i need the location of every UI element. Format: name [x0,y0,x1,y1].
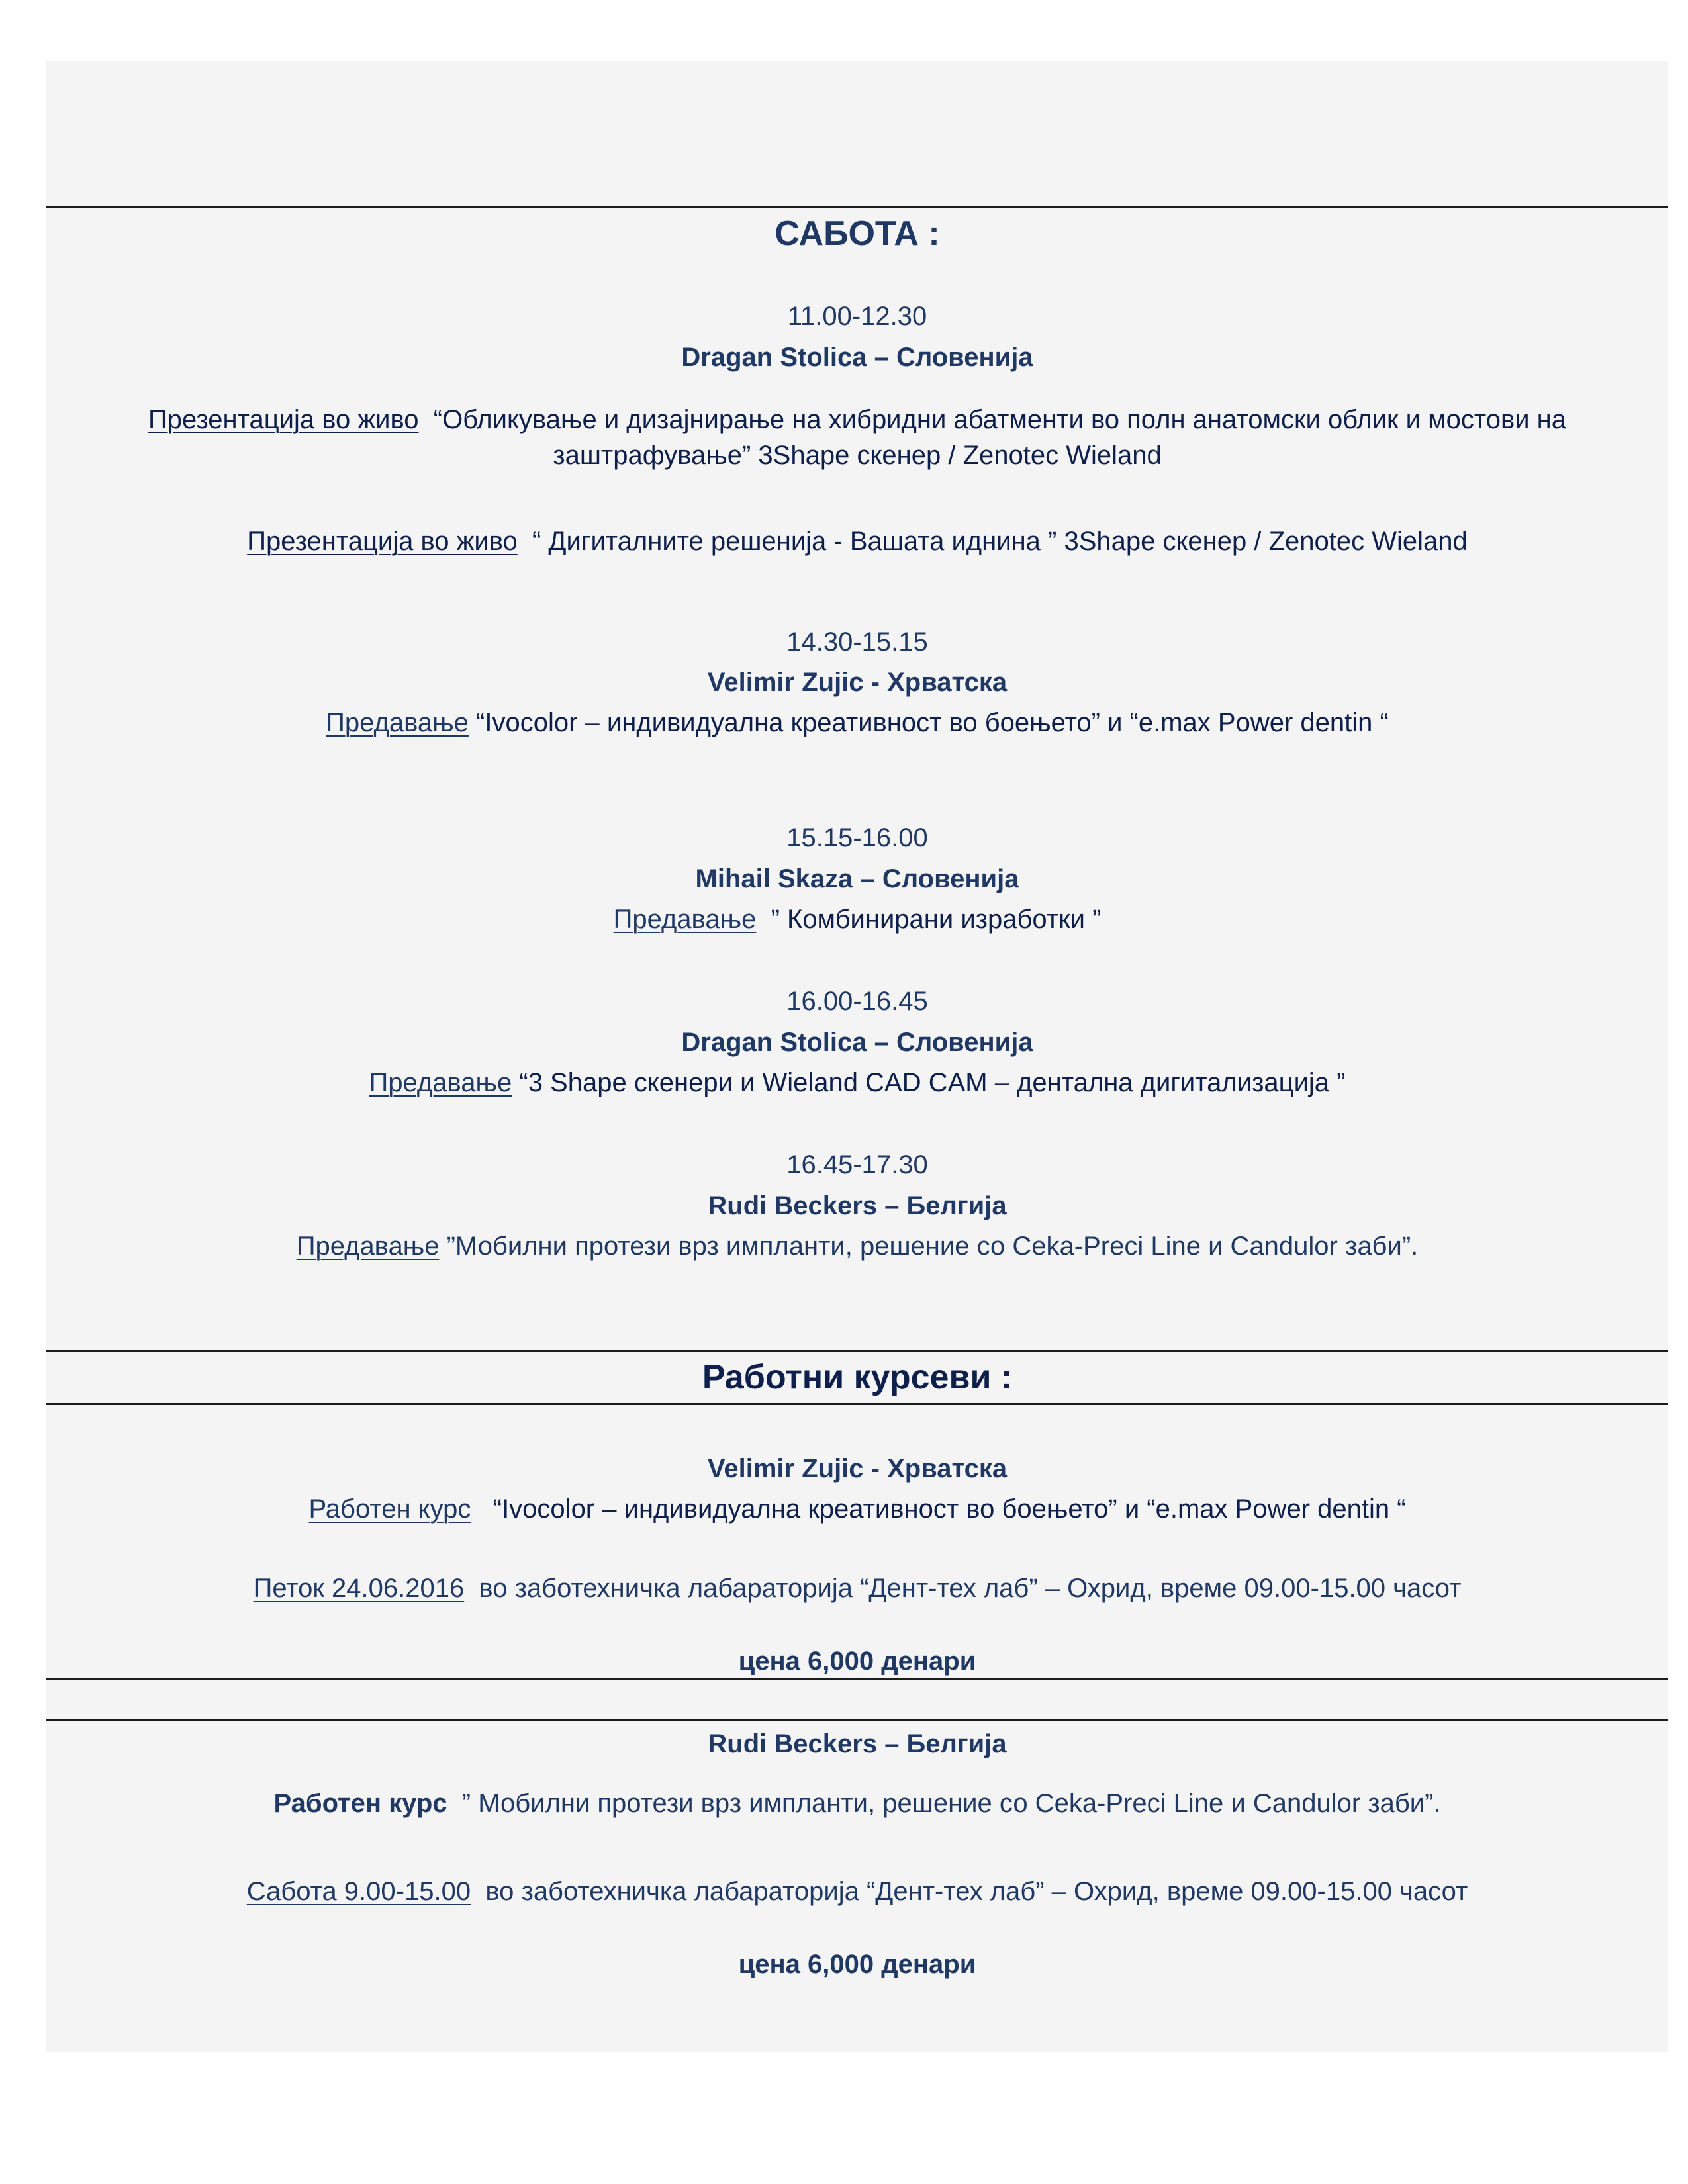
slot5-label: Предавање [296,1232,440,1261]
slot3-time: 15.15-16.00 [786,823,928,852]
slot5-text: ”Мобилни протези врз импланти, решение со Ceka-Preci Line и Candulor заби”. [446,1232,1419,1261]
slot1-item1 [46,401,1668,438]
slot5-lecture [46,1228,1668,1265]
slot3-lecture [46,901,1668,938]
section-divider [46,1403,1668,1405]
slot4-speaker: Dragan Stolica – Словенија [681,1028,1033,1057]
slot1-item2-text: “ Дигиталните решенија - Вашата иднина ” 3Shape скенер / Zenotec Wieland [532,527,1468,556]
course2-location: во заботехничка лабараторија “Дент-тех лаб” – Охрид, време 09.00-15.00 часот [485,1877,1468,1906]
slot2-speaker: Velimir Zujic - Хрватска [707,668,1008,697]
section-divider [46,206,1668,208]
slot1-item1-label: Презентација во живо [148,405,419,434]
slot4-label: Предавање [369,1068,512,1097]
slot1-item1-line2: заштрафување” 3Shape скенер / Zenotec Wieland [553,441,1162,470]
slot5-time: 16.45-17.30 [786,1150,928,1179]
course2-title [46,1785,1668,1822]
slot1-time: 11.00-12.30 [787,302,927,331]
slot3-text: ” Комбинирани изработки ” [771,905,1102,934]
course1-price: цена 6,000 денари [738,1647,976,1676]
slot2-time: 14.30-15.15 [786,627,928,657]
slot4-text: “3 Shape скенери и Wieland CAD CAM – дентална дигитализација ” [519,1068,1346,1097]
saturday-heading: САБОТА : [774,214,940,253]
slot1-item1-text-line1: “Обликување и дизајнирање на хибридни абатменти во полн анатомски облик и мостови на [433,405,1566,434]
course1-title [46,1490,1668,1527]
course2-label: Работен курс [273,1789,447,1818]
course2-date: Сабота 9.00-15.00 [246,1877,471,1906]
course1-speaker: Velimir Zujic - Хрватска [707,1454,1008,1483]
slot4-time: 16.00-16.45 [786,987,928,1016]
slot4-lecture [46,1064,1668,1101]
slot1-speaker: Dragan Stolica – Словенија [681,343,1033,372]
slot3-label: Предавање [613,905,757,934]
slot1-item2 [46,523,1668,560]
section-divider [46,1719,1668,1721]
slot2-text: “Ivocolor – индивидуална креативност во боењето” и “e.max Power dentin “ [476,708,1389,737]
course2-speaker: Rudi Beckers – Белгија [708,1729,1007,1758]
section-divider [46,1350,1668,1352]
section-divider [46,1678,1668,1680]
slot2-label: Предавање [326,708,469,737]
course2-text: ” Мобилни протези врз импланти, решение со Ceka-Preci Line и Candulor заби”. [461,1789,1441,1818]
course1-text: “Ivocolor – индивидуална креативност во боењето” и “e.max Power dentin “ [492,1494,1406,1524]
course2-price: цена 6,000 денари [738,1950,976,1979]
courses-heading: Работни курсеви : [702,1358,1013,1396]
course2-schedule [46,1873,1668,1910]
slot1-item2-label: Презентација во живо [247,527,518,556]
course1-label: Работен курс [308,1494,471,1524]
slot5-speaker: Rudi Beckers – Белгија [708,1191,1007,1220]
course1-date: Петок 24.06.2016 [253,1574,465,1603]
course1-schedule [46,1570,1668,1607]
slot3-speaker: Mihail Skaza – Словенија [695,864,1019,893]
slot2-lecture [46,704,1668,741]
course1-location: во заботехничка лабараторија “Дент-тех лаб” – Охрид, време 09.00-15.00 часот [479,1574,1462,1603]
